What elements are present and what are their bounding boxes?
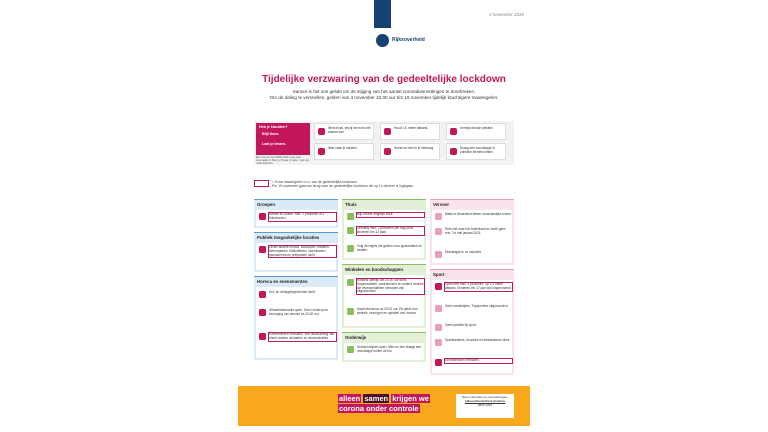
rijksoverheid-logo-bar (374, 0, 391, 28)
measure-cell: Houd 1,5 meter afstand. (380, 123, 440, 140)
crowd-icon (450, 128, 457, 135)
section-title: Onderwijs (345, 335, 367, 340)
section-groepen: Groepen Binnen en buiten: max. 2 personen of 1 huishouden. (254, 199, 338, 228)
shop-icon (347, 279, 354, 286)
section-publiek: Publiek toegankelijke locaties Onder andere musea, bioscopen, theaters, dierenparken, bibliotheken, zwembaden, saunacentra en pretparken dicht. (254, 232, 338, 272)
poster-page (238, 0, 530, 432)
legend-line: = Extra maatregelen t.o.v. van de gedeeltelijke lockdown. (272, 180, 358, 184)
extra-measure-swatch (254, 180, 269, 187)
section-winkels: Winkelen en boodschappen Winkels uiterlijk om 20.00 uur dicht. Supermarkten, warenhuizen en andere winkels die levensmiddelen verkopen zijn uitgezonderd. Alcoholverkoop na 20.00 uur. Dit geldt voor winkels, bezorgen en ophalen van horeca. (342, 264, 426, 328)
travel-icon (435, 213, 442, 220)
intro-text (248, 89, 520, 101)
group-class-icon (435, 359, 442, 366)
sneeze-icon (384, 148, 391, 155)
section-title: Publiek toegankelijke locaties (257, 235, 320, 240)
org-name: Rijksoverheid (392, 37, 425, 43)
museum-icon (259, 246, 266, 253)
quarantine-icon (347, 245, 354, 252)
measure-cell: Vermijd drukke plekken. (446, 123, 506, 140)
publication-date: 3 november 2020 (488, 12, 524, 17)
slogan-word: samen (364, 394, 389, 403)
slogan-word: alleen (339, 394, 361, 403)
intro-line: Om de daling te versnellen, gelden van 4 november 22.00 uur t/m 18 november tijdelijk krachtigere maatregelen: (269, 95, 499, 100)
audience-icon (435, 324, 442, 331)
info-box (456, 394, 514, 418)
wash-hands-icon (318, 148, 325, 155)
section-onderwijs: Onderwijs Scholen blijven open. Mbo en hbo draagt een mondkapje buiten de les. (342, 332, 426, 362)
complaint-box (256, 123, 310, 155)
legend-line: Per 19 november gaan we terug naar de gedeeltelijke lockdown die op 14 oktober is ingegaan. (272, 184, 415, 189)
info-link[interactable]: rijksoverheid.nl/coronavirus (464, 398, 506, 403)
work-home-icon (318, 128, 325, 135)
distance-icon (384, 128, 391, 135)
section-thuis: Thuis Blijf zoveel mogelijk thuis. Ontvang max. 2 personen per dag (excl. kinderen t/m 12 jaar). Volg de regels die gelden voor quarantaine en isolatie. (342, 199, 426, 260)
slogan-word: krijgen we (392, 394, 429, 403)
section-title: Winkelen en boodschappen (345, 267, 404, 272)
takeaway-icon (259, 309, 266, 316)
group-icon (259, 213, 266, 220)
home-icon (347, 213, 354, 220)
measure-cell: Werk thuis, tenzij het echt niet anders kan. (314, 123, 374, 140)
mask-icon (435, 251, 442, 258)
complaint-note: Bel voor een test 0800-1202 of ga naar coronatest.nl. Ben je 70 jaar of ouder, ook met milde klachten. (256, 156, 310, 165)
basic-measures-panel (254, 121, 514, 165)
section-title: Sport (433, 272, 445, 277)
trophy-icon (435, 305, 442, 312)
school-icon (347, 346, 354, 353)
section-title: Vervoer (433, 202, 450, 207)
face-mask-icon (450, 148, 457, 155)
slogan (338, 394, 430, 414)
alcohol-icon (347, 308, 354, 315)
section-sport: Sport Sport met max. 2 personen, op 1,5 meter afstand. Kinderen t/m 17 jaar zijn uitgezonderd. Geen wedstrijden. Topsporters uitgezonderd. Geen publiek bij sport. Sportkantines, douches en kleedkamers dicht. Groepslessen verboden. (430, 269, 514, 375)
section-title: Thuis (345, 202, 357, 207)
shower-icon (435, 339, 442, 346)
crest-icon (376, 34, 389, 47)
measure-cell: Was vaak je handen. (314, 143, 374, 160)
measure-cell: Hoest en nies in je elleboog. (380, 143, 440, 160)
visitors-icon (347, 227, 354, 234)
section-horeca: Horeca en evenementen Eet- en drinkgelegenheden dicht. Afhaalrestaurants open. Geen verkoop en bezorging van alcohol na 20.00 uur. Evenementen verboden, met uitzondering van onder andere uitvaarten en demonstraties. (254, 276, 338, 360)
page-title: Tijdelijke verzwaring van de gedeeltelijke lockdown (262, 74, 506, 85)
plane-icon (435, 228, 442, 235)
footer-banner (238, 386, 530, 426)
sport-icon (435, 283, 442, 290)
info-phone: 0800-1351 (477, 402, 493, 407)
slogan-word: corona onder controle (339, 404, 419, 413)
section-vervoer: Vervoer Maak in Nederland alleen noodzakelijke reizen. Reis niet naar het buitenland en boek geen reis. Tot half januari 2021. Mondkapje in ov verplicht. (430, 199, 514, 265)
stay-home-label: Blijf thuis. (262, 132, 280, 136)
intro-line: Samen is het ons gelukt om de stijging van het aantal coronabesmettingen te doorbreken. (292, 89, 476, 94)
info-line: Meer informatie en uitzonderingen: (461, 395, 509, 399)
section-title: Groepen (257, 202, 276, 207)
restaurant-icon (259, 291, 266, 298)
event-icon (259, 333, 266, 340)
get-tested-label: Laat je testen. (262, 142, 286, 146)
complaint-heading: Heb je klachten? (259, 125, 288, 129)
section-title: Horeca en evenementen (257, 279, 308, 284)
measure-cell: Draag een mondkapje in publieke binnenruimtes. (446, 143, 506, 160)
